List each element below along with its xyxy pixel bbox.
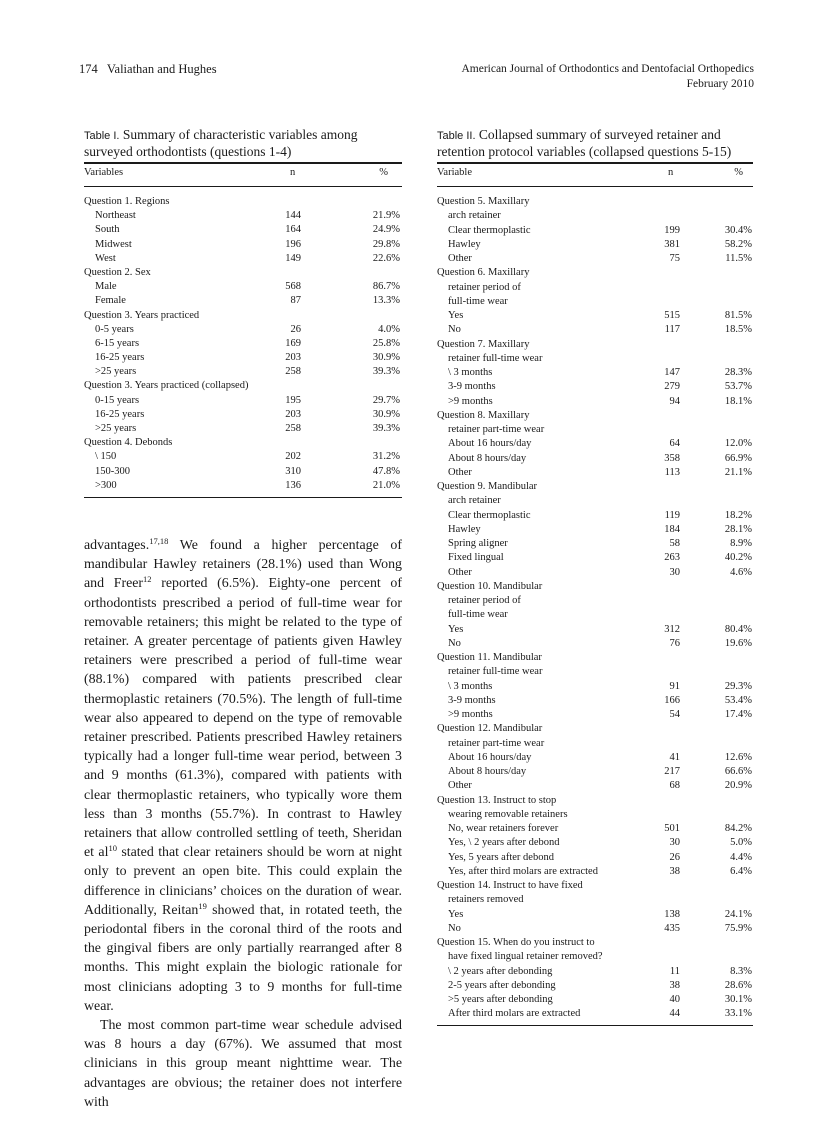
table2-row-percent: 20.9%: [724, 780, 752, 792]
table2-row: [437, 195, 753, 209]
table2-row: [437, 680, 753, 694]
table1-row: [84, 252, 402, 266]
body-text: [84, 536, 402, 1112]
table2-row-n: 64: [669, 438, 680, 450]
table1-row-label: 0-5 years: [95, 323, 134, 335]
table1-row: [84, 266, 402, 280]
table2-row: [437, 737, 753, 751]
table2-row-n: 44: [669, 1008, 680, 1020]
table1-col-percent: %: [379, 167, 388, 178]
table2-row-n: 38: [669, 865, 680, 877]
table2-row-label: have fixed lingual retainer removed?: [448, 951, 603, 963]
table1-row-percent: 31.2%: [372, 451, 400, 463]
table2-row-label: Yes, after third molars are extracted: [448, 865, 598, 877]
table2-row-label: retainer period of: [448, 281, 521, 293]
table2-row: [437, 437, 753, 451]
table2-row-percent: 30.1%: [724, 994, 752, 1005]
table2-row-percent: 21.1%: [724, 466, 752, 478]
table1-header-rule: [84, 186, 402, 187]
table1-row-percent: 47.8%: [372, 465, 400, 477]
table1-row-n: 258: [285, 366, 301, 378]
table2-row-percent: 18.1%: [724, 395, 752, 407]
table2-row-label: retainer part-time wear: [448, 737, 545, 749]
table2-row-label: Other: [448, 566, 472, 578]
table2-row-label: full-time wear: [448, 609, 508, 621]
table2-row-label: Question 15. When do you instruct to: [437, 937, 595, 948]
table2-row-n: 41: [669, 751, 680, 763]
table2-row-label: retainer part-time wear: [448, 424, 545, 435]
table1-row-n: 26: [290, 323, 301, 335]
body-paragraph-1: [84, 536, 402, 1016]
table2-row-percent: 12.0%: [724, 438, 752, 450]
table1-header: [84, 167, 402, 181]
table2-row: [437, 950, 753, 964]
table2-row: [437, 893, 753, 907]
table2-row: [437, 580, 753, 594]
table1-row-n: 203: [285, 408, 301, 420]
table2-row-n: 435: [664, 922, 680, 934]
table1-bottom-rule: [84, 497, 402, 498]
table2-row-label: Question 10. Mandibular: [437, 580, 543, 592]
table2-row-label: About 16 hours/day: [448, 438, 532, 450]
body-paragraph-2: The most common part-time wear schedule advised was 8 hours a day (67%). We assumed that most clinicians in this group meant nighttime wear. The advantages are obvious; the retainer does not interfere with: [84, 1018, 402, 1110]
table2-row: [437, 380, 753, 394]
table1-row-n: 202: [285, 451, 301, 463]
table2-row-n: 91: [669, 680, 680, 692]
citation-superscript: 19: [198, 900, 207, 911]
table1-row-n: 136: [285, 479, 301, 491]
table1-row: [84, 309, 402, 323]
table2-row-n: 147: [664, 367, 680, 378]
table2-top-rule: [437, 162, 753, 164]
table1-row: [84, 351, 402, 365]
table2-row-label: Yes: [448, 310, 464, 321]
table2-row-percent: 11.5%: [725, 253, 752, 264]
table2-row-percent: 29.3%: [724, 680, 752, 692]
table2-row-label: \ 3 months: [448, 680, 493, 692]
table2-title: Collapsed summary of surveyed retainer and retention protocol variables (collapsed questions 5-15): [437, 127, 732, 159]
table2-row-label: Yes, \ 2 years after debond: [448, 837, 560, 849]
running-header-left: 174 Valiathan and Hughes: [79, 62, 217, 76]
table2-row-percent: 28.6%: [724, 979, 752, 991]
table2-col-percent: %: [734, 167, 743, 178]
table2-row-percent: 81.5%: [724, 310, 752, 321]
table2-row-percent: 8.3%: [730, 965, 752, 977]
table2-row-percent: 28.3%: [724, 367, 752, 378]
table2-row-label: Spring aligner: [448, 538, 508, 549]
table2-row-label: Clear thermoplastic: [448, 509, 531, 521]
table2-row: [437, 794, 753, 808]
table1-title: Summary of characteristic variables among surveyed orthodontists (questions 1-4): [84, 127, 358, 159]
table2-row: [437, 836, 753, 850]
table1-row: [84, 280, 402, 294]
table1-row-n: 144: [285, 210, 301, 222]
table1-row-n: 164: [285, 224, 301, 236]
table1-row-n: 568: [285, 281, 301, 293]
table2-row-percent: 19.6%: [724, 637, 752, 649]
table2-row-percent: 12.6%: [724, 751, 752, 763]
table1-row-percent: 86.7%: [372, 281, 400, 293]
table1-row-percent: 4.0%: [378, 323, 400, 335]
table2-bottom-rule: [437, 1025, 753, 1026]
table2-row: [437, 908, 753, 922]
table1-row-label: 0-15 years: [95, 394, 140, 406]
table2-row-n: 26: [669, 851, 680, 863]
table2-row: [437, 779, 753, 793]
table2-row-n: 58: [669, 538, 680, 549]
table1-row: [84, 394, 402, 408]
table1-row-label: \ 150: [95, 451, 117, 463]
table2-row: [437, 209, 753, 223]
table1-row-label: >25 years: [95, 366, 137, 378]
table2-row-label: Hawley: [448, 523, 481, 535]
table2-col-variable: Variable: [437, 167, 472, 178]
table2-row-percent: 53.7%: [724, 381, 752, 393]
table2-row-percent: 8.9%: [730, 538, 752, 549]
table1-row: [84, 337, 402, 351]
table2-row-label: Yes: [448, 908, 464, 920]
table1-row-n: 169: [285, 337, 301, 349]
table1-label: Table I.: [84, 130, 120, 142]
table2-row: [437, 295, 753, 309]
table2-row: [437, 523, 753, 537]
table1-row-percent: 29.8%: [372, 238, 400, 250]
issue-date: February 2010: [686, 78, 754, 90]
table1-row-label: 150-300: [95, 465, 130, 477]
text-segment: advantages.: [84, 538, 150, 553]
table2-row: [437, 651, 753, 665]
table2-row-n: 119: [664, 509, 680, 521]
table2-row-n: 279: [664, 381, 680, 393]
table2-row-percent: 4.6%: [730, 566, 752, 578]
table1-row-n: 203: [285, 352, 301, 364]
table1-row-label: Question 1. Regions: [84, 196, 170, 207]
table2-row-n: 199: [664, 224, 680, 236]
table2-row-label: Question 5. Maxillary: [437, 196, 530, 207]
table2-header-rule: [437, 186, 753, 187]
table2-row: [437, 708, 753, 722]
table1-row-percent: 30.9%: [372, 352, 400, 364]
table2-row-label: Question 12. Mandibular: [437, 723, 543, 735]
citation-superscript: 17,18: [149, 536, 169, 546]
table2-row-label: arch retainer: [448, 495, 501, 507]
table1-row: [84, 379, 402, 393]
table2-row: [437, 765, 753, 779]
table1-row-label: Northeast: [95, 210, 136, 222]
table2-caption: [437, 127, 753, 160]
table1-row-label: 16-25 years: [95, 408, 145, 420]
table2-row: [437, 694, 753, 708]
table1-row-label: Female: [95, 295, 126, 307]
table2-row: [437, 979, 753, 993]
table1-row-percent: 22.6%: [372, 252, 400, 264]
table2-row: [437, 266, 753, 280]
table2-row: [437, 822, 753, 836]
table2-row-percent: 75.9%: [724, 922, 752, 934]
table2-row-label: 3-9 months: [448, 694, 496, 706]
table2-row-label: retainer full-time wear: [448, 352, 543, 364]
table2-row-label: Clear thermoplastic: [448, 224, 531, 236]
table1-row-label: >25 years: [95, 423, 137, 434]
table2-row-label: Question 6. Maxillary: [437, 267, 530, 279]
table2-row-n: 515: [664, 310, 680, 321]
table2-row-percent: 4.4%: [730, 851, 752, 863]
table2-row-n: 68: [669, 780, 680, 792]
table2-row-label: About 16 hours/day: [448, 751, 532, 763]
table1-row-label: West: [95, 252, 116, 264]
table2-row: [437, 409, 753, 423]
table2-row-n: 263: [664, 552, 680, 564]
table2-row: [437, 665, 753, 679]
table1-row-label: 16-25 years: [95, 352, 145, 364]
table2-row-label: No: [448, 637, 461, 649]
table1-row-percent: 21.0%: [372, 479, 400, 491]
table2-label: Table II.: [437, 130, 476, 142]
table2-row-label: >5 years after debonding: [448, 994, 553, 1005]
table2-row-label: Yes, 5 years after debond: [448, 851, 554, 863]
table2-row: [437, 851, 753, 865]
table2-row-n: 166: [664, 694, 680, 706]
table2-row-label: retainer full-time wear: [448, 666, 543, 678]
table2-row-label: Hawley: [448, 238, 481, 250]
table1-body: [84, 195, 402, 493]
table1-row-n: 149: [285, 252, 301, 264]
table1-row: [84, 223, 402, 237]
table1-row-label: 6-15 years: [95, 337, 140, 349]
table2-row: [437, 751, 753, 765]
table2-row-label: \ 2 years after debonding: [448, 965, 553, 977]
table2-col-n: n: [668, 167, 674, 178]
table1-row: [84, 422, 402, 436]
table2-row-n: 381: [664, 238, 680, 250]
table2-row-label: 3-9 months: [448, 381, 496, 393]
table2-row-n: 217: [664, 766, 680, 777]
table2-row-percent: 17.4%: [724, 709, 752, 720]
table1-row: [84, 323, 402, 337]
table2-row-n: 38: [669, 979, 680, 991]
table2-row-label: Question 9. Mandibular: [437, 481, 538, 492]
table2-row-label: Yes: [448, 623, 464, 635]
table2-row: [437, 338, 753, 352]
table2-row-percent: 6.4%: [730, 865, 752, 877]
table1-row-percent: 25.8%: [372, 337, 400, 349]
table2-row-n: 501: [664, 823, 680, 834]
table1-row-percent: 39.3%: [372, 366, 400, 378]
table2-row: [437, 537, 753, 551]
table2-row: [437, 309, 753, 323]
table2-row: [437, 323, 753, 337]
table1-row-n: 87: [290, 295, 301, 307]
table1-row: [84, 408, 402, 422]
table2-row-n: 184: [664, 523, 680, 535]
table1-row-label: Question 2. Sex: [84, 266, 151, 278]
running-header-right: [461, 62, 754, 92]
table2-row: [437, 281, 753, 295]
table1-col-n: n: [290, 167, 296, 178]
table2-row: [437, 366, 753, 380]
table2-row-label: No: [448, 922, 461, 934]
table2-row-n: 54: [669, 709, 680, 720]
table2-row-percent: 84.2%: [724, 823, 752, 834]
table1-row-label: Question 3. Years practiced (collapsed): [84, 380, 249, 392]
table1-row: [84, 465, 402, 479]
table2-row-percent: 30.4%: [724, 224, 752, 236]
table1-row-n: 195: [285, 394, 301, 406]
table2-row-n: 113: [664, 466, 680, 478]
table2-row: [437, 623, 753, 637]
table1-row-percent: 13.3%: [372, 295, 400, 307]
table2-row: [437, 551, 753, 565]
table2-row: [437, 936, 753, 950]
table2-row: [437, 594, 753, 608]
table1-row-n: 258: [285, 423, 301, 434]
table2-row-percent: 33.1%: [724, 1008, 752, 1020]
table2-row: [437, 252, 753, 266]
table2-row-n: 30: [669, 837, 680, 849]
table2-row: [437, 466, 753, 480]
table2-row: [437, 865, 753, 879]
table2-row-percent: 66.9%: [724, 452, 752, 464]
table2-row-label: \ 3 months: [448, 367, 493, 378]
table2-row-n: 117: [664, 324, 680, 336]
table2-row-label: About 8 hours/day: [448, 452, 527, 464]
table2-row-label: Fixed lingual: [448, 552, 504, 564]
table1-row: [84, 365, 402, 379]
table1-row: [84, 479, 402, 493]
table2-row-label: >9 months: [448, 395, 493, 407]
table1-row-percent: 29.7%: [372, 394, 400, 406]
table2-row-label: Question 11. Mandibular: [437, 652, 542, 663]
table2-row-label: No, wear retainers forever: [448, 823, 559, 834]
table2-row: [437, 566, 753, 580]
table2-row-label: Other: [448, 780, 472, 792]
table2-row: [437, 494, 753, 508]
table2-row-label: wearing removable retainers: [448, 808, 568, 820]
table2-row-label: Question 13. Instruct to stop: [437, 794, 557, 806]
table2-row: [437, 808, 753, 822]
table1-row: [84, 238, 402, 252]
table2-row: [437, 1007, 753, 1021]
table2-row: [437, 608, 753, 622]
table2-row-n: 11: [669, 965, 680, 977]
table2-row-n: 40: [669, 994, 680, 1005]
table2-row-percent: 28.1%: [724, 523, 752, 535]
table1-row-n: 196: [285, 238, 301, 250]
table2-row-n: 312: [664, 623, 680, 635]
table2-row-label: Question 14. Instruct to have fixed: [437, 880, 583, 891]
table2-row: [437, 352, 753, 366]
table2-row-percent: 18.5%: [724, 324, 752, 336]
citation-superscript: 12: [143, 574, 152, 585]
table2-row-label: Question 8. Maxillary: [437, 409, 530, 421]
table2-row-percent: 18.2%: [724, 509, 752, 521]
table2-row: [437, 637, 753, 651]
table2-row-percent: 58.2%: [724, 238, 752, 250]
table2-row-percent: 40.2%: [724, 552, 752, 564]
table2-row: [437, 238, 753, 252]
table2-row-label: Other: [448, 253, 472, 264]
table1-row-label: Midwest: [95, 238, 132, 250]
table2-row-label: arch retainer: [448, 210, 501, 222]
table2-row: [437, 395, 753, 409]
text-segment: We found a higher percentage of mandibular Hawley retainers (28.1%) used than Wong and Freer: [84, 538, 402, 592]
table1-row: [84, 450, 402, 464]
table2-row-label: After third molars are extracted: [448, 1008, 581, 1020]
table2-row: [437, 509, 753, 523]
table1-row: [84, 436, 402, 450]
table2-row: [437, 480, 753, 494]
table2-row-label: >9 months: [448, 709, 493, 720]
table1-caption: [84, 127, 402, 160]
table1-row-label: Question 3. Years practiced: [84, 309, 200, 321]
table1-row-percent: 21.9%: [372, 210, 400, 222]
table1-row-label: South: [95, 224, 120, 236]
citation-superscript: 10: [108, 843, 117, 854]
table2-header: [437, 167, 753, 181]
table1-row: [84, 294, 402, 308]
table2-body: [437, 195, 753, 1022]
table2-row: [437, 423, 753, 437]
table1-row-percent: 24.9%: [372, 224, 400, 236]
table1-row-label: Male: [95, 281, 117, 293]
table2-row-label: About 8 hours/day: [448, 766, 527, 777]
table2-row: [437, 722, 753, 736]
table2-row-percent: 80.4%: [724, 623, 752, 635]
table2-row-n: 358: [664, 452, 680, 464]
table2-row: [437, 879, 753, 893]
table1-row: [84, 195, 402, 209]
table2-row-label: Question 7. Maxillary: [437, 338, 530, 350]
journal-name: American Journal of Orthodontics and Dentofacial Orthopedics: [461, 63, 754, 75]
table1-row-percent: 30.9%: [372, 408, 400, 420]
text-segment: stated that clear retainers should be worn at night only to prevent an open bite. This could explain the difference in clinicians’ choices on the duration of wear. Additionally, Reitan: [84, 845, 402, 918]
table1-row-label: Question 4. Debonds: [84, 437, 173, 449]
table2-row-percent: 66.6%: [724, 766, 752, 777]
table2-row-label: retainer period of: [448, 595, 521, 606]
table1-row-percent: 39.3%: [372, 423, 400, 434]
table2-row-n: 30: [669, 566, 680, 578]
table2-row-percent: 5.0%: [730, 837, 752, 849]
table2-row-percent: 53.4%: [724, 694, 752, 706]
table1-row-n: 310: [285, 465, 301, 477]
table2-row: [437, 965, 753, 979]
table2-row: [437, 922, 753, 936]
table2-row-label: full-time wear: [448, 295, 508, 307]
table2-row-label: No: [448, 324, 461, 336]
table1-row: [84, 209, 402, 223]
table2-row-label: retainers removed: [448, 894, 524, 906]
table1-row-label: >300: [95, 479, 117, 491]
table2-row-n: 94: [669, 395, 680, 407]
text-segment: reported (6.5%). Eighty-one percent of orthodontists prescribed a period of full-time wear for removable retainers; this might be related to the type of retainer. A greater percentage of patients given Hawley retainers were prescribed a period of full-time wear (88.1%) compared with patients prescribed clear thermoplastic retainers (70.5%). The length of full-time wear also appeared to depend on the type of removable retainer prescribed. Patients prescribed Hawley retainers typically had a longer full-time wear period, between 3 and 9 months (61.3%), compared with patients with clear thermoplastic retainers, who typically wore them less than 3 months (55.7%). In contrast to Hawley retainers that allow controlled settling of teeth, Sheridan et al: [84, 576, 402, 861]
table1-col-variables: Variables: [84, 167, 124, 178]
table1-top-rule: [84, 162, 402, 164]
table2-row-n: 76: [669, 637, 680, 649]
table2-row-n: 75: [669, 253, 680, 264]
table2-row: [437, 452, 753, 466]
table2-row: [437, 224, 753, 238]
table2-row-label: 2-5 years after debonding: [448, 979, 556, 991]
table2-row: [437, 993, 753, 1007]
table2-row-label: Other: [448, 466, 472, 478]
text-segment: showed that, in rotated teeth, the periodontal fibers in the coronal third of the roots and the gingival fibers are only partially rearranged after 8 months. This might explain the biologic rationale for most clinicians adopting 3 to 9 months for full-time wear.: [84, 902, 402, 1014]
table2-row-n: 138: [664, 908, 680, 920]
table2-row-percent: 24.1%: [724, 908, 752, 920]
